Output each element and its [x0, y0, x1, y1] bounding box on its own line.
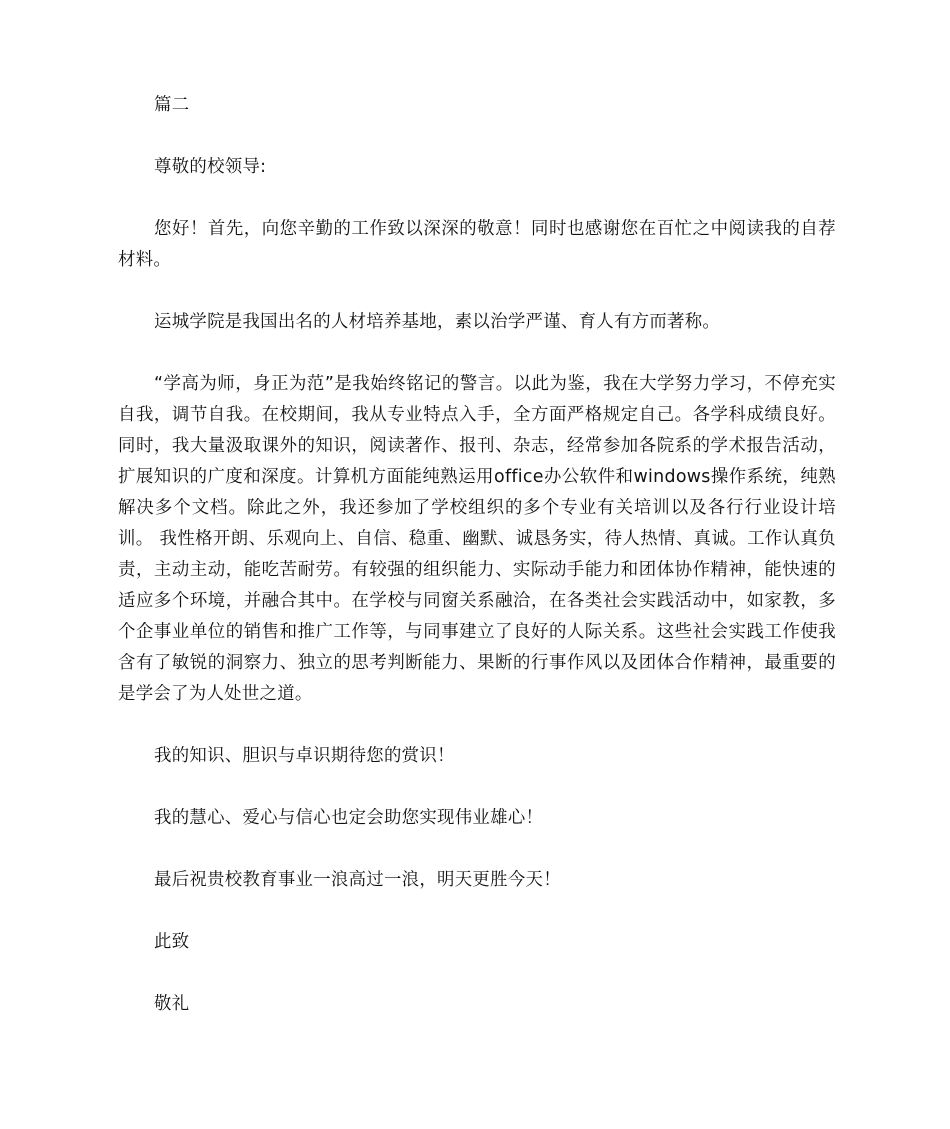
closing-line-1: 此致: [154, 932, 190, 952]
paragraph-heart: 我的慧心、爱心与信心也定会助您实现伟业雄心！: [154, 808, 544, 828]
closing-line-2: 敬礼: [154, 994, 190, 1014]
salutation: 尊敬的校领导:: [154, 157, 267, 177]
paragraph-knowledge: 我的知识、胆识与卓识期待您的赏识！: [154, 746, 455, 766]
paragraph-school: 运城学院是我国出名的人材培养基地，素以治学严谨、育人有方而著称。: [154, 312, 721, 332]
paragraph-self-introduction: “学高为师，身正为范”是我始终铭记的警言。以此为鉴，我在大学努力学习，不停充实自我，调节自我。在校期间，我从专业特点入手，全方面严格规定自己。各学科成绩良好。同时，我大量汲取课外的知识，阅读著作、报刊、杂志，经常参加各院系的学术报告活动，扩展知识的广度和深度。计算机方面能纯熟运用office办公软件和windows操作系统，纯熟解决多个文档。除此之外，我还参加了学校组织的多个专业有关培训以及各行行业设计培训。 我性格开朗、乐观向上、自信、稳重、幽默、诚恳务实，待人热情、真诚。工作认真负责，主动主动，能吃苦耐劳。有较强的组织能力、实际动手能力和团体协作精神，能快速的适应多个环境，并融合其中。在学校与同窗关系融洽，在各类社会实践活动中，如家教，多个企事业单位的销售和推广工作等，与同事建立了良好的人际关系。这些社会实践工作使我含有了敏锐的洞察力、独立的思考判断能力、果断的行事作风以及团体合作精神，最重要的是学会了为人处世之道。: [118, 374, 836, 704]
paragraph-wishes: 最后祝贵校教育事业一浪高过一浪，明天更胜今天！: [154, 870, 561, 890]
paragraph-greeting: 您好！首先，向您辛勤的工作致以深深的敬意！同时也感谢您在百忙之中阅读我的自荐材料。: [118, 219, 836, 270]
letter-page: [118, 90, 836, 1020]
section-title: 篇二: [154, 95, 190, 115]
